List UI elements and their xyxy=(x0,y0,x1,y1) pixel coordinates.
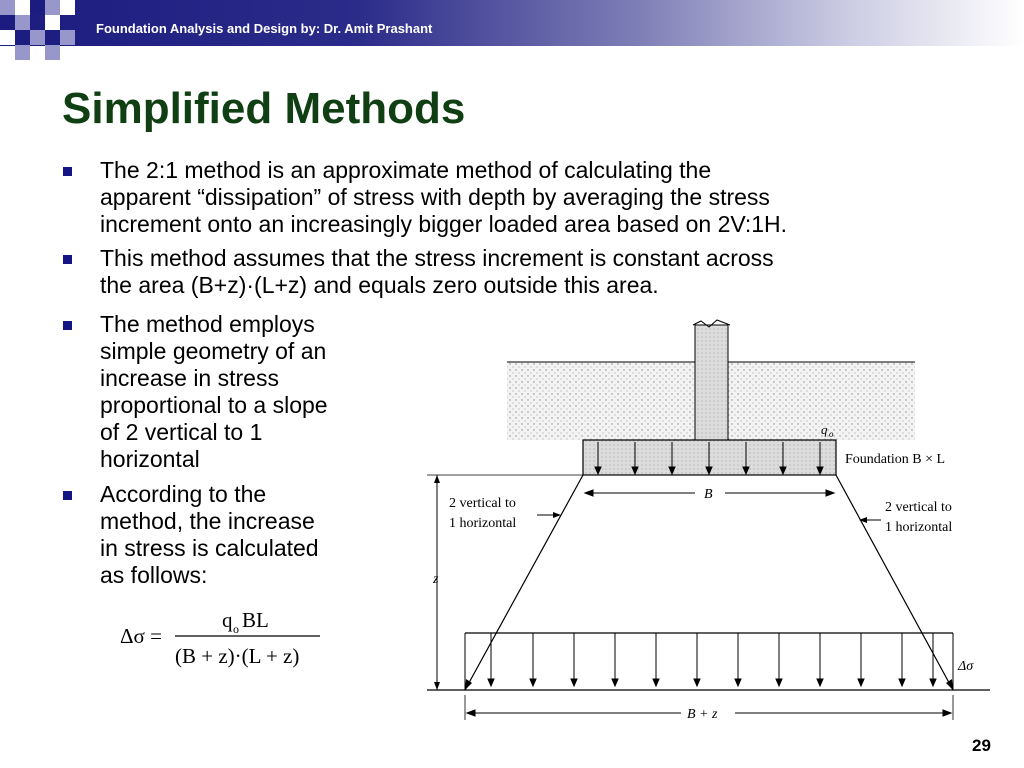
bullet-line: apparent “dissipation” of stress with depth by averaging the stress xyxy=(100,184,770,210)
header-decor-square xyxy=(15,0,30,15)
header-decor-square xyxy=(60,0,75,15)
formula-numerator-rest: BL xyxy=(242,608,269,632)
bullet-line: According to the xyxy=(100,481,267,507)
column xyxy=(695,325,728,440)
header-decor-square xyxy=(30,0,45,15)
header-decor-square xyxy=(45,45,60,60)
header-decor-square xyxy=(45,0,60,15)
b-label: B xyxy=(704,487,713,502)
bz-label: B + z xyxy=(687,707,718,722)
right-slope-label-line1: 2 vertical to xyxy=(885,500,952,515)
right-slope-label-pointer-head xyxy=(859,517,867,523)
bullet-text xyxy=(100,311,328,473)
stress-distribution-figure xyxy=(425,315,995,735)
slide-title: Simplified Methods xyxy=(62,84,466,133)
bullet-line: of 2 vertical to 1 xyxy=(100,419,263,445)
formula-denominator: (B + z)·(L + z) xyxy=(175,644,300,668)
bullet-line: increment onto an increasingly bigger loaded area based on 2V:1H. xyxy=(100,211,788,237)
header-decor-square xyxy=(15,45,30,60)
left-slope-arrowhead xyxy=(465,679,472,690)
header-decor-square xyxy=(0,0,15,15)
bullet-line: increase in stress xyxy=(100,365,279,391)
bullet-line: The 2:1 method is an approximate method of calculating the xyxy=(100,157,712,183)
q-label-sub: o xyxy=(829,429,834,439)
bullet-text xyxy=(100,157,787,238)
z-arrow-bottom xyxy=(434,682,440,690)
bullet-marker xyxy=(63,491,72,500)
depth-stress-arrows xyxy=(488,633,936,686)
header-decor-square xyxy=(15,15,30,30)
left-slope-label-line2: 1 horizontal xyxy=(449,516,517,531)
right-slope-arrowhead xyxy=(946,679,953,690)
bullet-line: as follows: xyxy=(100,562,208,588)
bullet-line: method, the increase xyxy=(100,508,315,534)
header-decor-square xyxy=(30,30,45,45)
bullet-line: simple geometry of an xyxy=(100,338,327,364)
formula-numerator-q: q xyxy=(222,608,233,632)
q-label: q xyxy=(821,422,828,437)
bullet-line: the area (B+z)·(L+z) and equals zero outside this area. xyxy=(100,272,659,298)
right-slope-label-line2: 1 horizontal xyxy=(885,520,953,535)
bullet-marker xyxy=(63,255,72,264)
page-number: 29 xyxy=(972,736,991,755)
header-decor-square xyxy=(0,30,15,45)
header-decor-square xyxy=(60,30,75,45)
bullet-line: This method assumes that the stress increment is constant across xyxy=(100,245,774,271)
header-title: Foundation Analysis and Design by: Dr. Amit Prashant xyxy=(96,21,433,36)
header-decor-square xyxy=(45,15,60,30)
foundation-label: Foundation B × L xyxy=(845,452,946,467)
bullet-line: horizontal xyxy=(100,446,200,472)
bullet-line: in stress is calculated xyxy=(100,535,319,561)
formula-lhs: Δσ = xyxy=(120,624,162,648)
bullet-text xyxy=(100,245,774,299)
delta-sigma-label: Δσ xyxy=(958,659,974,674)
bullet-marker xyxy=(63,321,72,330)
z-arrow-top xyxy=(434,475,440,483)
bullet-marker xyxy=(63,167,72,176)
bullet-text xyxy=(100,481,319,589)
bullet-line: proportional to a slope xyxy=(100,392,328,418)
stress-formula xyxy=(120,605,340,675)
formula-numerator-sub: o xyxy=(233,622,239,636)
z-label: z xyxy=(433,572,439,587)
left-slope-label-line1: 2 vertical to xyxy=(449,496,516,511)
bullet-line: The method employs xyxy=(100,311,315,337)
